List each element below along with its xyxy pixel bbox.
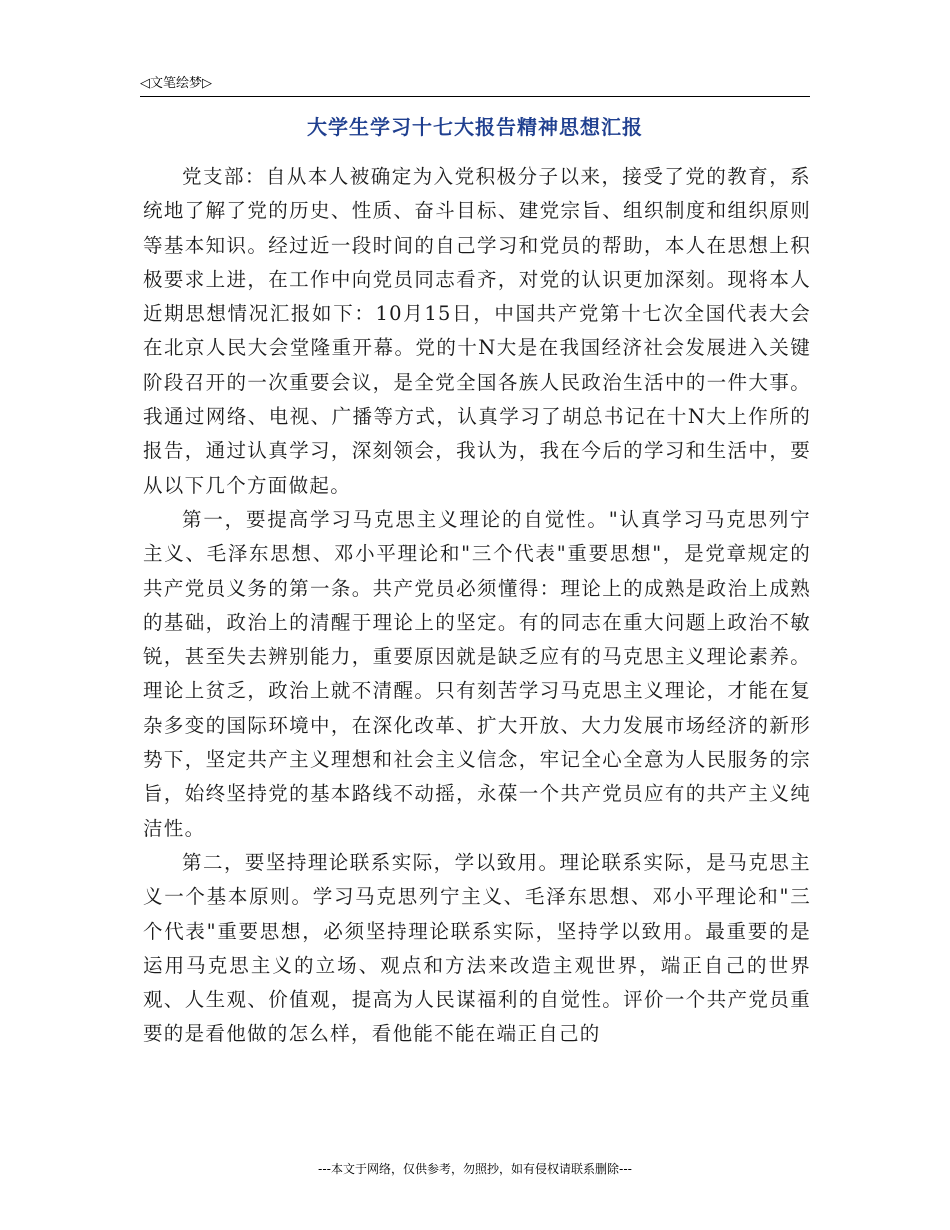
document-body [143, 160, 811, 1052]
paragraph-second-point: 第二，要坚持理论联系实际，学以致用。理论联系实际，是马克思主义一个基本原则。学习马克思列宁主义、毛泽东思想、邓小平理论和"三个代表"重要思想，必须坚持理论联系实际，坚持学以致用。最重要的是运用马克思主义的立场、观点和方法来改造主观世界，端正自己的世界观、人生观、价值观，提高为人民谋福利的自觉性。评价一个共产党员重要的是看他做的怎么样，看他能不能在端正自己的 [143, 850, 811, 1046]
paragraph-intro: 党支部：自从本人被确定为入党积极分子以来，接受了党的教育，系统地了解了党的历史、性质、奋斗目标、建党宗旨、组织制度和组织原则等基本知识。经过近一段时间的自己学习和党员的帮助，本人在思想上积极要求上进，在工作中向党员同志看齐，对党的认识更加深刻。现将本人近期思想情况汇报如下：10月15日，中国共产党第十七次全国代表大会在北京人民大会堂隆重开幕。党的十N大是在我国经济社会发展进入关键阶段召开的一次重要会议，是全党全国各族人民政治生活中的一件大事。我通过网络、电视、广播等方式，认真学习了胡总书记在十N大上作所的报告，通过认真学习，深刻领会，我认为，我在今后的学习和生活中，要从以下几个方面做起。 [143, 165, 811, 497]
page-footer-notice: ---本文于网络，仅供参考，勿照抄，如有侵权请联系删除--- [318, 1162, 632, 1176]
header-brand-mark: ◁文笔绘梦▷ [140, 76, 212, 91]
paragraph-first-point: 第一，要提高学习马克思主义理论的自觉性。"认真学习马克思列宁主义、毛泽东思想、邓小平理论和"三个代表"重要思想"，是党章规定的共产党员义务的第一条。共产党员必须懂得：理论上的成熟是政治上成熟的基础，政治上的清醒于理论上的坚定。有的同志在重大问题上政治不敏锐，甚至失去辨别能力，重要原因就是缺乏应有的马克思主义理论素养。理论上贫乏，政治上就不清醒。只有刻苦学习马克思主义理论，才能在复杂多变的国际环境中，在深化改革、扩大开放、大力发展市场经济的新形势下，坚定共产主义理想和社会主义信念，牢记全心全意为人民服务的宗旨，始终坚持党的基本路线不动摇，永葆一个共产党员应有的共产主义纯洁性。 [143, 507, 811, 840]
page-header [140, 74, 810, 97]
document-title: 大学生学习十七大报告精神思想汇报 [307, 115, 643, 139]
